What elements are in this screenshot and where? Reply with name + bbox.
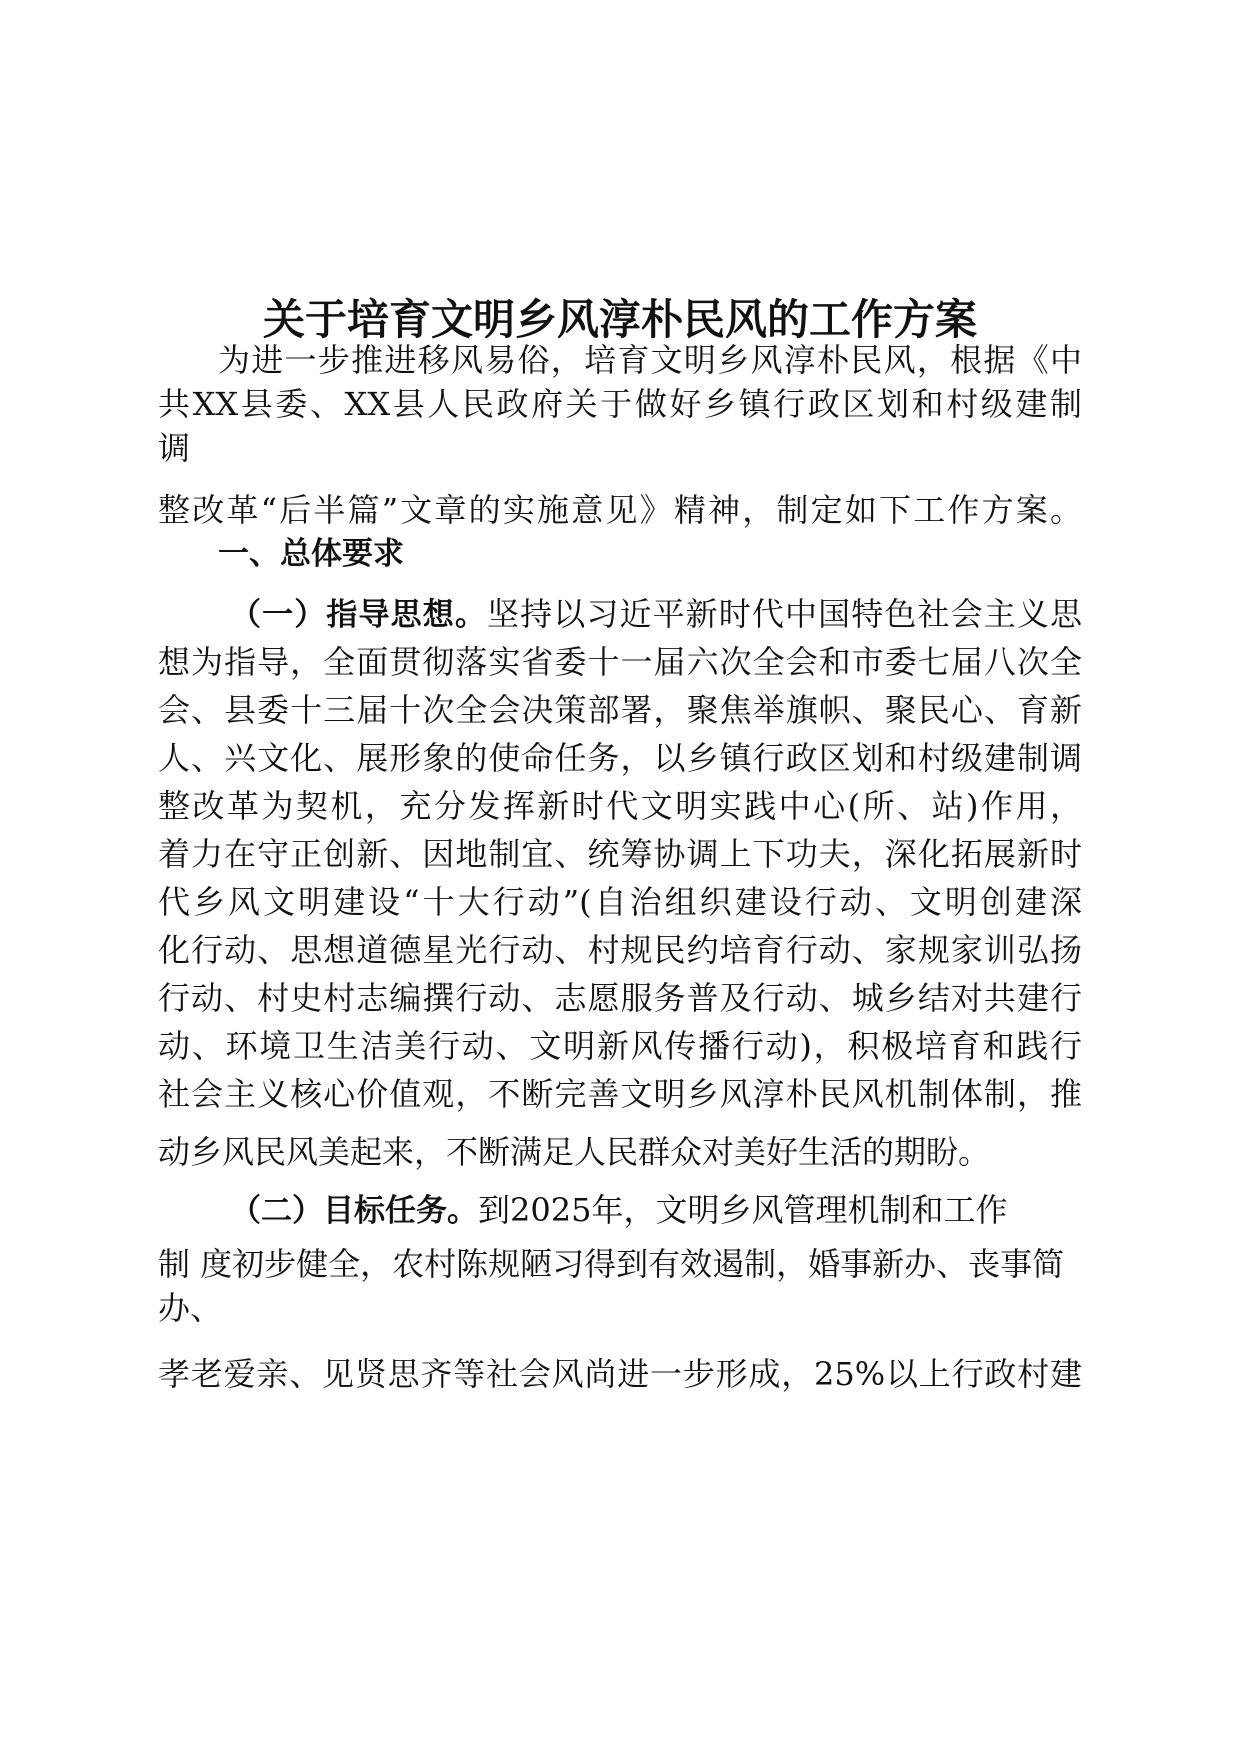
guiding-line: 化行动、思想道德星光行动、村规民约培育行动、家规家训弘扬 bbox=[158, 931, 1082, 969]
guiding-line: 动、环境卫生洁美行动、文明新风传播行动)，积极培育和践行 bbox=[158, 1027, 1082, 1065]
targets-first-text: 到2025年，文明乡风管理机制和工作 bbox=[478, 1191, 1008, 1229]
guiding-line: 行动、村史村志编撰行动、志愿服务普及行动、城乡结对共建行 bbox=[158, 979, 1082, 1017]
guiding-line: 人、兴文化、展形象的使命任务，以乡镇行政区划和村级建制调 bbox=[158, 739, 1082, 777]
targets-line: 办、 bbox=[158, 1289, 223, 1327]
guiding-line: 想为指导，全面贯彻落实省委十一届六次全会和市委七届八次全 bbox=[158, 643, 1082, 681]
intro-line-4: 整改革“后半篇”文章的实施意见》精神，制定如下工作方案。 bbox=[158, 491, 1082, 529]
targets-first-line bbox=[230, 1188, 1082, 1232]
targets-line: 制 度初步健全，农村陈规陋习得到有效遏制，婚事新办、丧事简 bbox=[158, 1245, 1065, 1283]
guiding-line: 会、县委十三届十次全会决策部署，聚焦举旗帜、聚民心、育新 bbox=[158, 691, 1082, 729]
guiding-line: 代乡风文明建设“十大行动”(自治组织建设行动、文明创建深 bbox=[158, 883, 1082, 921]
section-heading-overall-requirements: 一、总体要求 bbox=[218, 536, 404, 572]
guiding-label: （一）指导思想。 bbox=[230, 597, 487, 633]
guiding-line: 整改革为契机，充分发挥新时代文明实践中心(所、站)作用， bbox=[158, 787, 1082, 825]
intro-line-3: 调 bbox=[158, 429, 191, 467]
intro-line-2: 共XX县委、XX县人民政府关于做好乡镇行政区划和村级建制 bbox=[158, 385, 1082, 423]
guiding-line: 着力在守正创新、因地制宜、统筹协调上下功夫，深化拓展新时 bbox=[158, 835, 1082, 873]
targets-label: （二）目标任务。 bbox=[230, 1193, 478, 1229]
guiding-line: 动乡风民风美起来，不断满足人民群众对美好生活的期盼。 bbox=[158, 1133, 991, 1171]
targets-line: 孝老爱亲、见贤思齐等社会风尚进一步形成，25%以上行政村建 bbox=[158, 1355, 1082, 1393]
guiding-line: 社会主义核心价值观，不断完善文明乡风淳朴民风机制体制，推 bbox=[158, 1075, 1082, 1113]
document-title: 关于培育文明乡风淳朴民风的工作方案 bbox=[262, 295, 977, 344]
guiding-first-text: 坚持以习近平新时代中国特色社会主义思 bbox=[486, 595, 1082, 633]
intro-line-1: 为进一步推进移风易俗，培育文明乡风淳朴民风，根据《中 bbox=[218, 341, 1082, 379]
guiding-first-line bbox=[230, 592, 1082, 636]
